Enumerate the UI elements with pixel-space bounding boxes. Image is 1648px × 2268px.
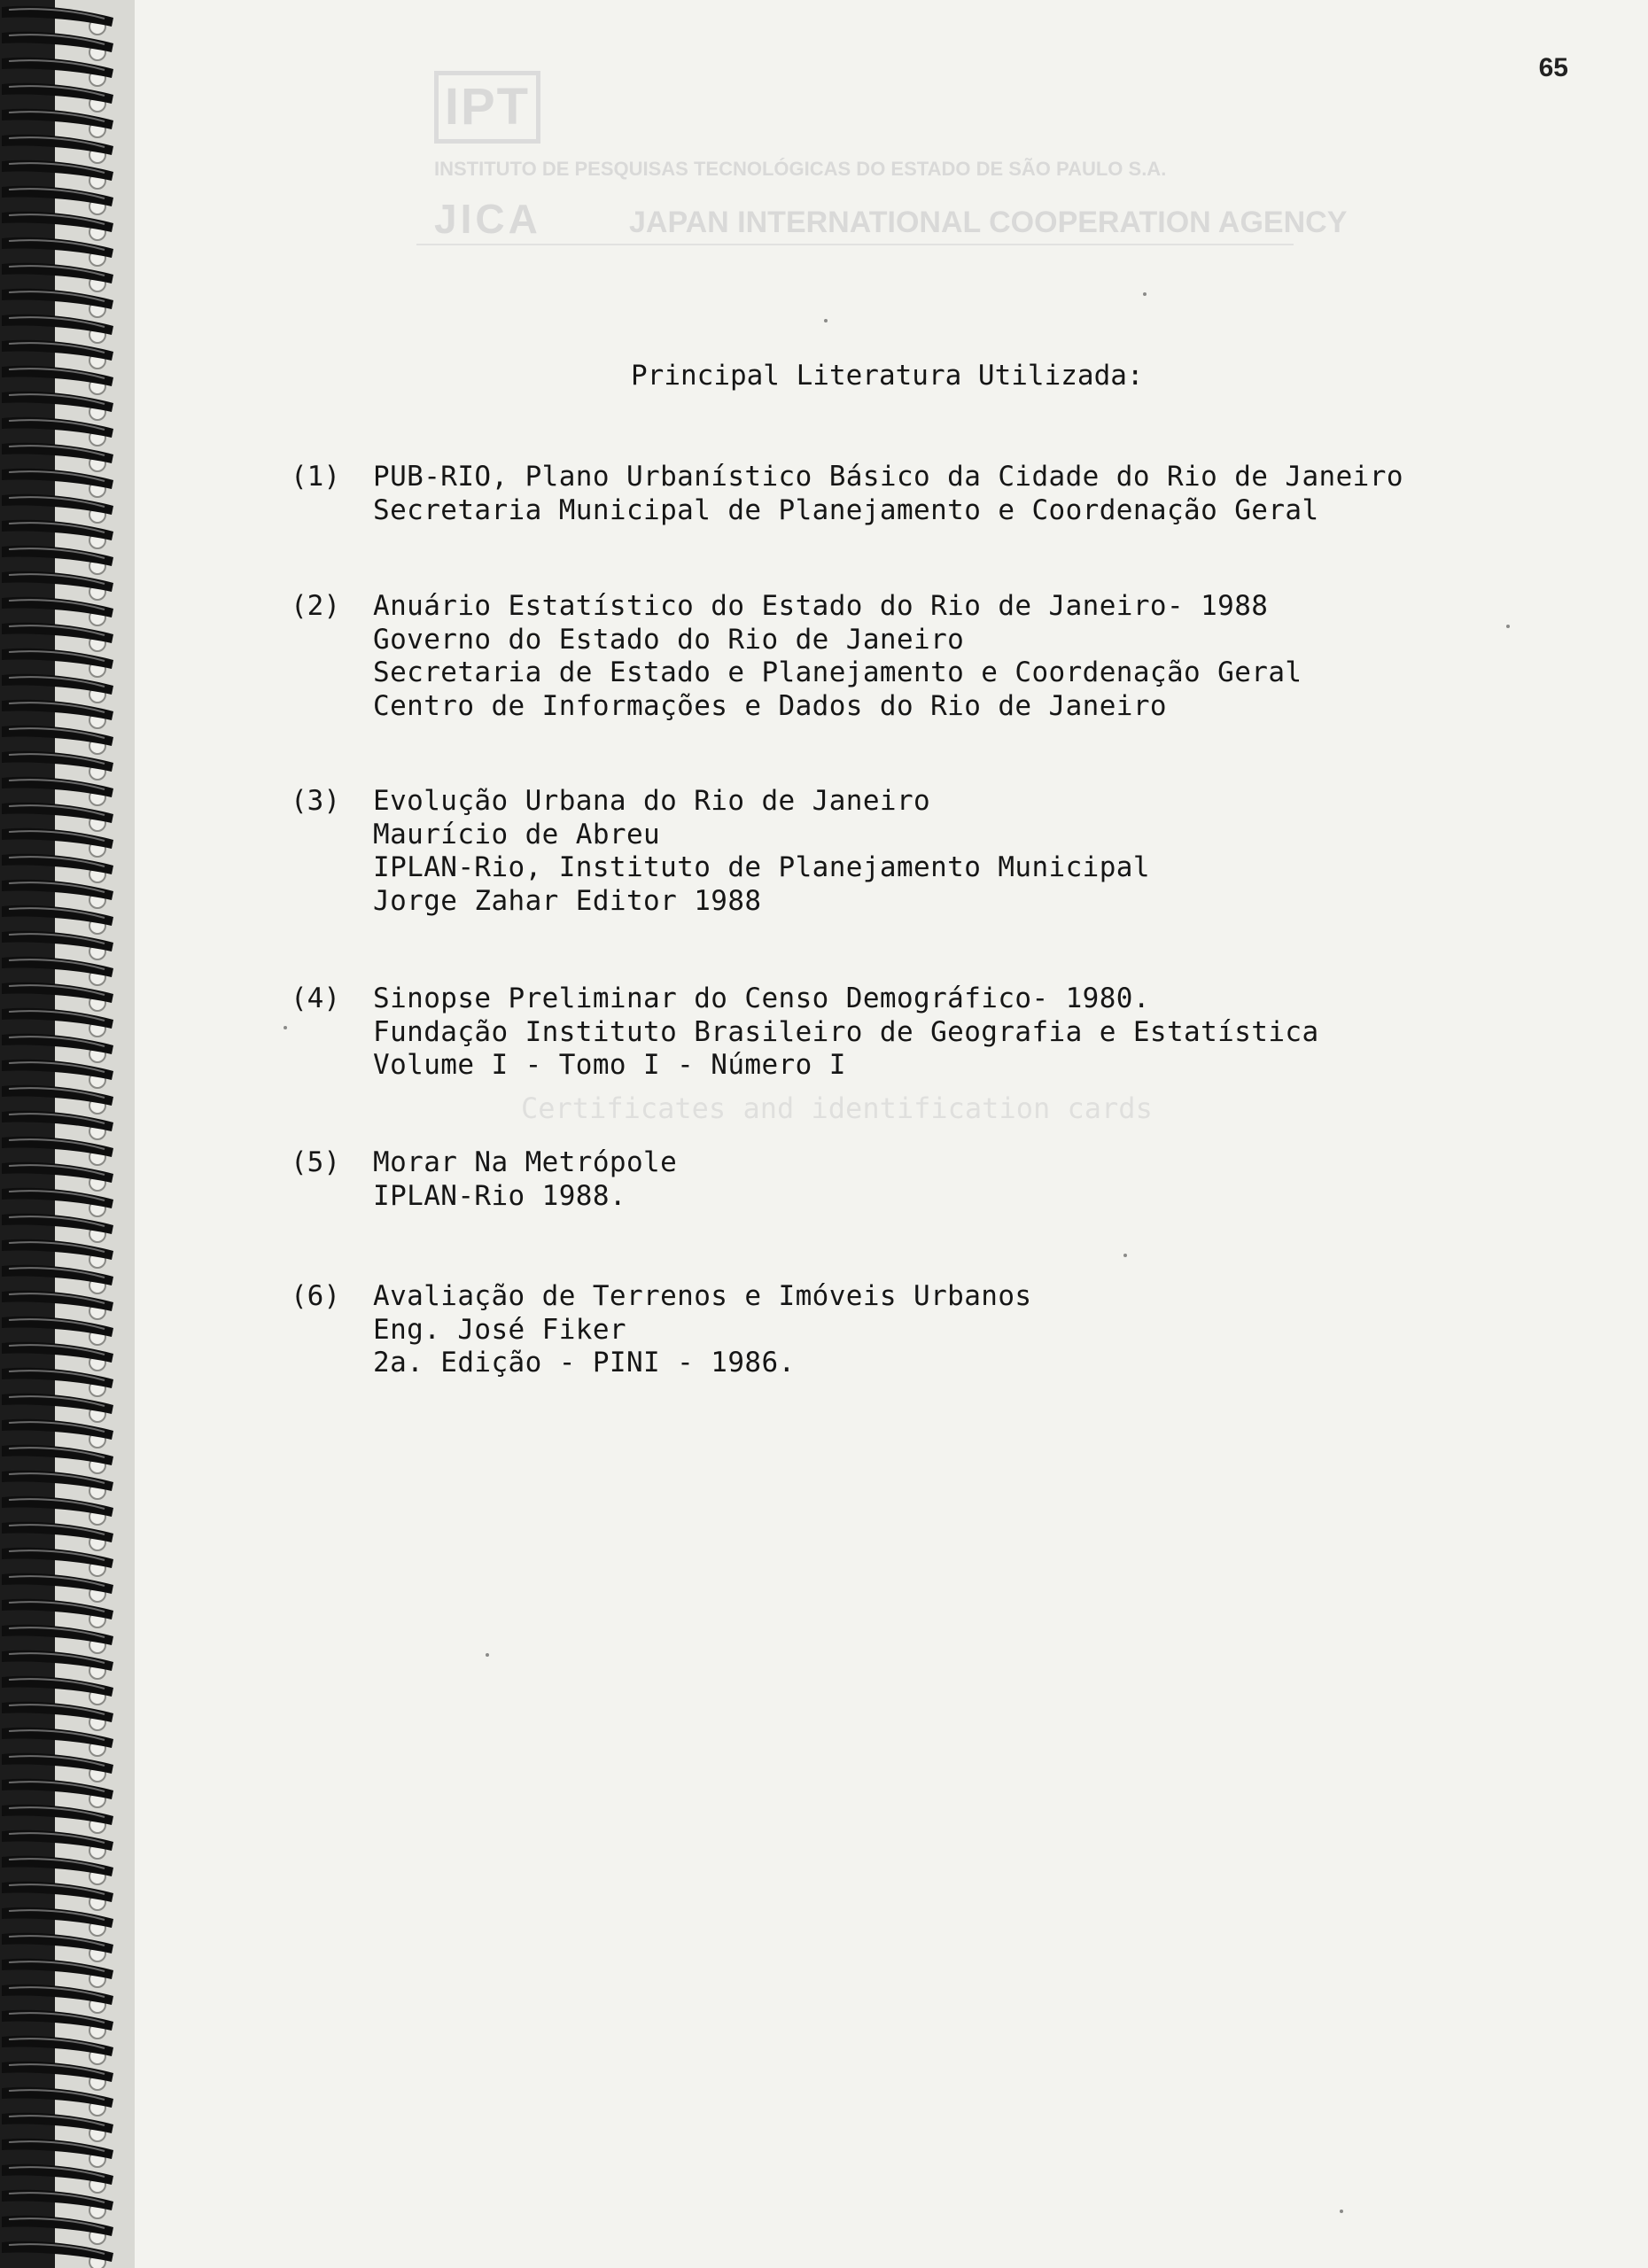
reference-line: Eng. José Fiker <box>373 1313 626 1346</box>
document-title: Principal Literatura Utilizada: <box>631 360 1144 392</box>
reference-line: Volume I - Tomo I - Número I <box>373 1049 846 1081</box>
reference-line: Secretaria Municipal de Planejamento e Coordenação Geral <box>373 493 1319 526</box>
reference-line: PUB-RIO, Plano Urbanístico Básico da Cidade do Rio de Janeiro <box>373 461 1403 493</box>
show-through-text: Certificates and identification cards <box>521 1091 1153 1125</box>
agency-name: JAPAN INTERNATIONAL COOPERATION AGENCY <box>629 206 1348 239</box>
reference-line: Morar Na Metrópole <box>373 1146 678 1178</box>
jica-logo: JICA <box>434 196 541 242</box>
reference-number: (6) <box>291 1280 340 1312</box>
reference-line: Sinopse Preliminar do Censo Demográfico- 1980. <box>373 983 1150 1014</box>
page-number: 65 <box>1538 53 1568 82</box>
reference-line: Maurício de Abreu <box>373 818 661 850</box>
reference-number: (4) <box>291 983 340 1014</box>
scan-speck <box>486 1653 489 1657</box>
reference-number: (1) <box>291 461 340 493</box>
reference-line: Fundação Instituto Brasileiro de Geografia e Estatística <box>373 1015 1319 1048</box>
reference-line: Jorge Zahar Editor 1988 <box>373 884 762 917</box>
reference-line: Evolução Urbana do Rio de Janeiro <box>373 785 931 817</box>
scan-speck <box>1123 1254 1127 1257</box>
spiral-binding <box>0 0 151 2268</box>
ipt-logo: IPT <box>434 71 540 144</box>
scan-speck <box>1506 625 1510 628</box>
reference-line: Centro de Informações e Dados do Rio de Janeiro <box>373 689 1167 722</box>
reference-line: Governo do Estado do Rio de Janeiro <box>373 623 965 656</box>
reference-line: IPLAN-Rio 1988. <box>373 1179 626 1212</box>
reference-number: (2) <box>291 590 340 622</box>
reference-number: (5) <box>291 1146 340 1178</box>
reference-line: 2a. Edição - PINI - 1986. <box>373 1347 796 1379</box>
institute-name: INSTITUTO DE PESQUISAS TECNOLÓGICAS DO ESTADO DE SÃO PAULO S.A. <box>434 158 1167 180</box>
letterhead-rule <box>416 244 1294 245</box>
reference-number: (3) <box>291 785 340 817</box>
letterhead-watermark <box>416 62 1348 266</box>
reference-line: Secretaria de Estado e Planejamento e Coordenação Geral <box>373 656 1302 688</box>
reference-line: Anuário Estatístico do Estado do Rio de Janeiro- 1988 <box>373 590 1269 622</box>
scan-speck <box>824 319 828 322</box>
scan-speck <box>1340 2210 1343 2213</box>
scan-speck <box>1143 292 1147 296</box>
reference-line: IPLAN-Rio, Instituto de Planejamento Municipal <box>373 851 1150 883</box>
scan-speck <box>284 1026 287 1029</box>
reference-line: Avaliação de Terrenos e Imóveis Urbanos <box>373 1280 1032 1312</box>
